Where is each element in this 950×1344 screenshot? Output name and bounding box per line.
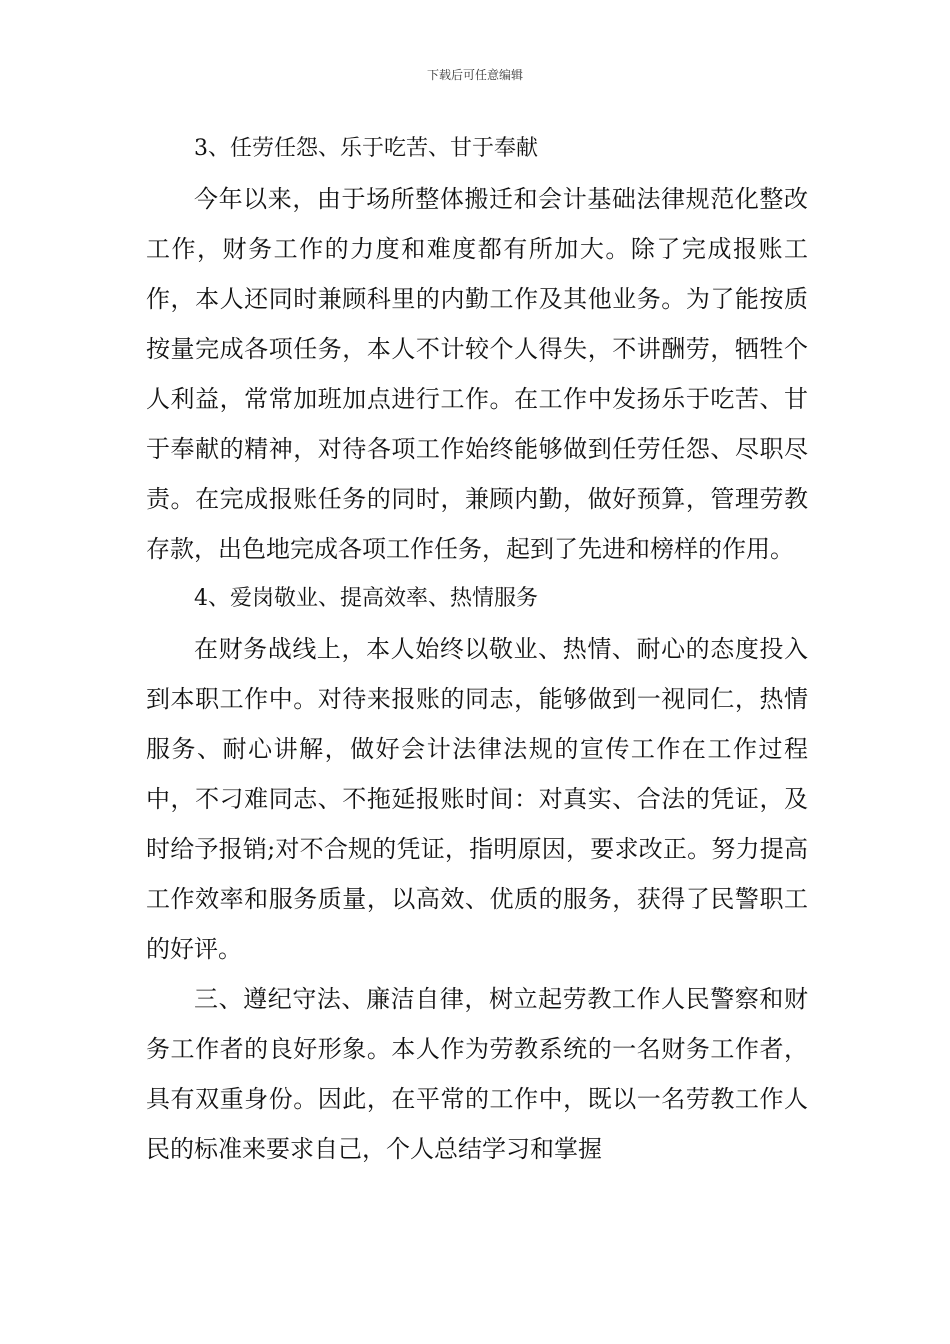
section-heading-4: 4、爱岗敬业、提高效率、热情服务 bbox=[194, 586, 538, 611]
page-header: 下载后可任意编辑 bbox=[426, 68, 523, 82]
paragraph-1: 今年以来，由于场所整体搬迁和会计基础法律规范化整改工作，财务工作的力度和难度都有所加大。除了完成报账工作，本人还同时兼顾科里的内勤工作及其他业务。为了能按质按量完成各项任务，本人不计较个人得失，不讲酬劳，牺牲个人利益，常常加班加点进行工作。在工作中发扬乐于吃苦、甘于奉献的精神，对待各项工作始终能够做到任劳任怨、尽职尽责。在完成报账任务的同时，兼顾内勤，做好预算，管理劳教存款，出色地完成各项工作任务，起到了先进和榜样的作用。 bbox=[146, 185, 808, 563]
paragraph-2: 在财务战线上，本人始终以敬业、热情、耐心的态度投入到本职工作中。对待来报账的同志，能够做到一视同仁，热情服务、耐心讲解，做好会计法律法规的宣传工作在工作过程中，不刁难同志、不拖延报账时间：对真实、合法的凭证，及时给予报销;对不合规的凭证，指明原因，要求改正。努力提高工作效率和服务质量，以高效、优质的服务，获得了民警职工的好评。 bbox=[146, 635, 808, 963]
section-heading-3: 3、任劳任怨、乐于吃苦、甘于奉献 bbox=[194, 136, 538, 161]
paragraph-3: 三、遵纪守法、廉洁自律，树立起劳教工作人民警察和财务工作者的良好形象。本人作为劳教系统的一名财务工作者，具有双重身份。因此，在平常的工作中，既以一名劳教工作人民的标准来要求自己，个人总结学习和掌握 bbox=[146, 985, 808, 1163]
document-body bbox=[146, 124, 808, 1174]
